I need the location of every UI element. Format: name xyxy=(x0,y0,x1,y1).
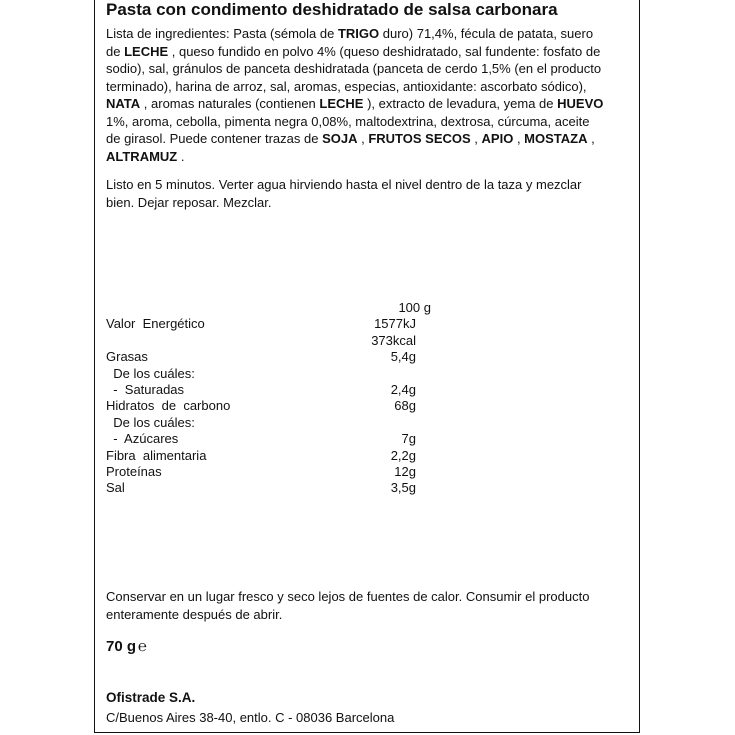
estimated-sign-icon: ℮ xyxy=(138,638,148,655)
company-address: C/Buenos Aires 38-40, entlo. C - 08036 Barcelona xyxy=(106,710,395,725)
nutrient-label: Sal xyxy=(106,480,125,496)
nutrient-value: 2,2g xyxy=(390,447,416,463)
nutrient-value: 5,4g xyxy=(390,349,416,365)
allergen: NATA xyxy=(106,96,141,111)
nutrition-row xyxy=(106,415,416,431)
storage-instructions: Conservar en un lugar fresco y seco lejos de fuentes de calor. Consumir el producto enteramente después de abrir. xyxy=(106,589,590,622)
nutrition-header-row xyxy=(106,300,431,316)
nutrition-row xyxy=(106,333,416,349)
nutrient-label: Fibra alimentaria xyxy=(106,447,207,463)
nutrition-row xyxy=(106,464,416,480)
nutrition-row xyxy=(106,349,416,365)
preparation-instructions: Listo en 5 minutos. Verter agua hirviendo hasta el nivel dentro de la taza y mezclar bien. Dejar reposar. Mezclar. xyxy=(106,177,582,210)
allergen: LECHE xyxy=(319,96,364,111)
nutrient-value: 3,5g xyxy=(390,480,416,496)
allergen: SOJA xyxy=(322,131,358,146)
company-name: Ofistrade S.A. xyxy=(106,690,196,705)
ingredients-list: Lista de ingredientes: Pasta (sémola de TRIGO duro) 71,4%, fécula de patata, suero de LECHE , queso fundido en polvo 4% (queso deshidratado, sal fundente: fosfato de sodio), sal, gránulos de panceta deshidratada (panceta de cerdo 1,5% (en el producto terminado), harina de arroz, sal, aromas, especias, antioxidante: ascorbato sódico), NATA , aromas naturales (contienen LECHE ), extracto de levadura, yema de HUEVO 1%, aroma, cebolla, pimenta negra 0,08%, maltodextrina, dextrosa, cúrcuma, aceite de girasol. Puede contener trazas de SOJA , FRUTOS SECOS , APIO , MOSTAZA , ALTRAMUZ . xyxy=(106,26,604,164)
nutrient-value: 12g xyxy=(394,463,416,479)
nutrition-row xyxy=(106,316,416,332)
nutrition-row xyxy=(106,398,416,414)
nutrition-row xyxy=(106,480,416,496)
allergen: HUEVO xyxy=(557,96,604,111)
nutrition-row xyxy=(106,382,416,398)
nutrition-table xyxy=(106,300,446,497)
net-weight: 70 g ℮ xyxy=(106,638,148,655)
allergen: LECHE xyxy=(124,43,169,59)
nutrient-value: 7g xyxy=(401,431,416,447)
nutrient-label: - Saturadas xyxy=(106,381,185,397)
allergen: TRIGO xyxy=(337,26,380,41)
nutrient-value: 2,4g xyxy=(390,381,416,397)
nutrient-label: De los cuáles: xyxy=(106,365,195,381)
nutrient-label: - Azúcares xyxy=(106,431,179,447)
nutrition-header: 100 g xyxy=(398,300,431,315)
nutrient-value: 1577kJ xyxy=(374,316,416,332)
nutrition-row xyxy=(106,448,416,464)
allergen: FRUTOS SECOS xyxy=(368,131,471,146)
product-title: Pasta con condimento deshidratado de salsa carbonara xyxy=(106,0,558,19)
nutrient-label: Proteínas xyxy=(106,463,162,479)
nutrient-label: De los cuáles: xyxy=(106,414,195,430)
allergen: APIO xyxy=(481,131,514,146)
nutrient-label: Grasas xyxy=(106,349,148,365)
allergen: ALTRAMUZ xyxy=(106,148,178,164)
nutrient-value: 68g xyxy=(394,398,416,414)
allergen: MOSTAZA xyxy=(524,131,588,146)
nutrition-row xyxy=(106,431,416,447)
nutrition-row xyxy=(106,366,416,382)
nutrient-label: Valor Energético xyxy=(106,316,205,332)
nutrient-value: 373kcal xyxy=(371,332,416,348)
nutrient-label: Hidratos de carbono xyxy=(106,398,231,414)
